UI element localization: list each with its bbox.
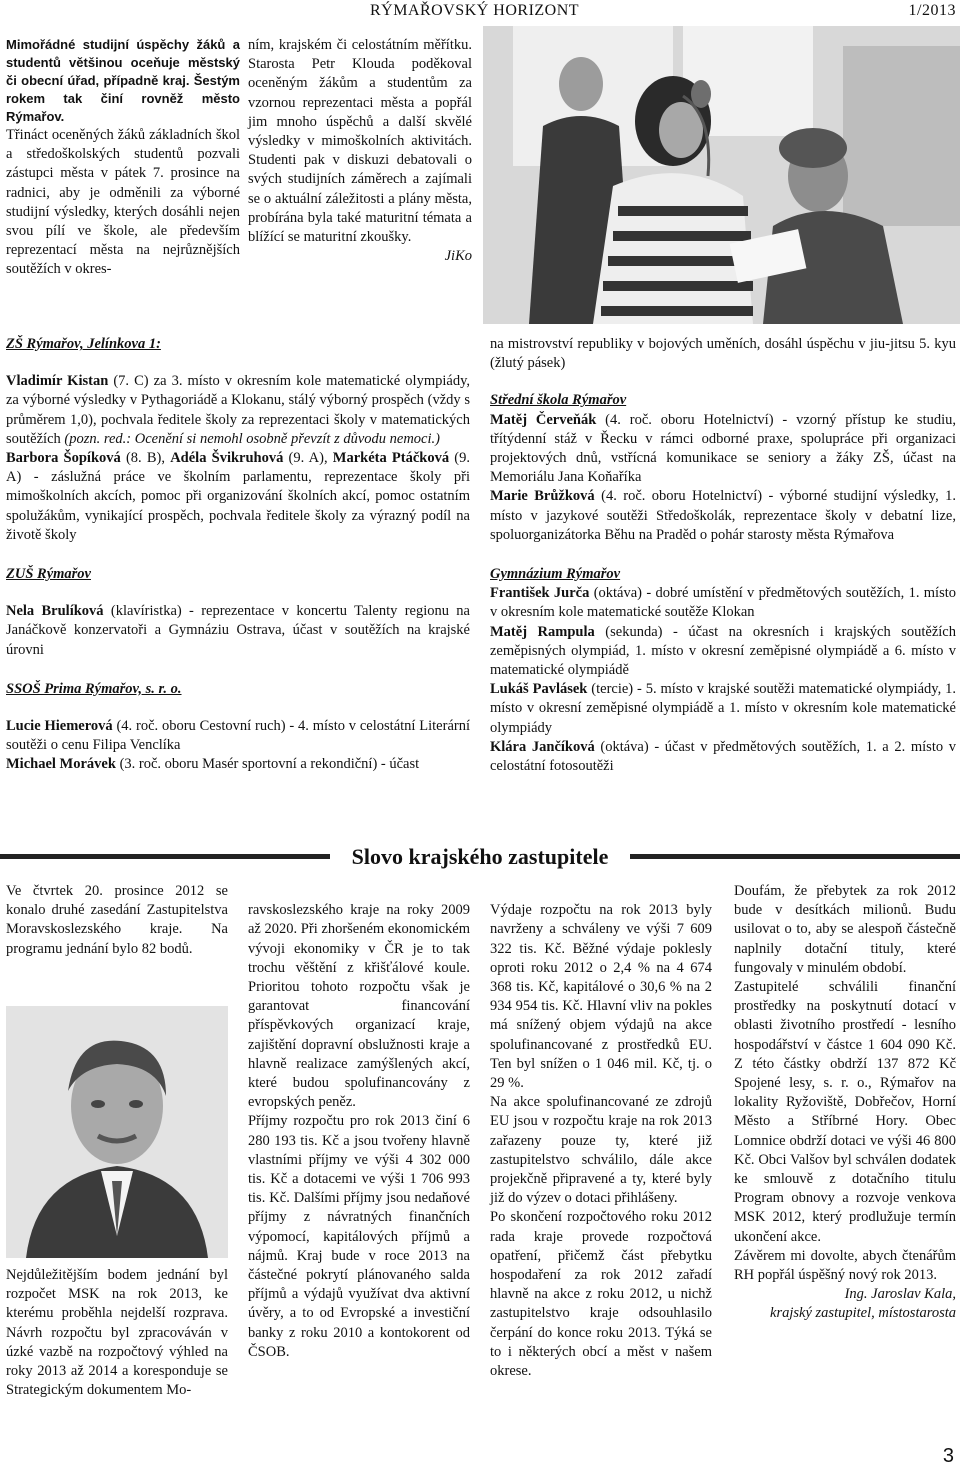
article-2-column-1-top: Ve čtvrtek 20. prosince 2012 se konalo druhé zasedání Zastupitelstva Moravskoslezského kraje. Na programu jednání bylo 82 bodů. [6, 883, 228, 957]
award-entry-brulikova: Nela Brulíková (klavíristka) - reprezentace v koncertu Talenty regionu na Janáčkově konzervatoři a Gymnáziu Ostrava, účast v soutěžích na krajské úrovni [6, 603, 470, 658]
award-entry-jurca: František Jurča (oktáva) - dobré umístění v předmětových soutěžích, 1. místo v okresním kole matematické soutěže Klokan [490, 585, 957, 621]
awards-list-right [490, 335, 956, 776]
student-name: Adéla Švikruhová [170, 450, 284, 467]
award-entry-bruzkova: Marie Brůžková (4. roč. oboru Hotelnictví) - výborné studijní výsledky, 1. místo v jazykové soutěži Středoškolák, reprezentace školy v debatní lize, spoluorganizátorka Běhu na Praděd o pohár starosty města Rýmařova [490, 488, 956, 543]
article-2-title: Slovo krajského zastupitele [330, 840, 630, 874]
student-name: Matěj Rampula [490, 623, 595, 640]
student-name: Lucie Hiemerová [6, 718, 113, 735]
article-2-column-2: ravskoslezského kraje na roky 2009 až 2020. Při zhoršeném ekonomickém vývoji ekonomiky v ČR je to tak trochu věštění z křišťálové koule. Prioritou tohoto rozpočtu však je garantovat financování příspěvkových organizací kraje, zajištění dopravní obslužnosti kraje a hlavně realizace zamýšlených akcí, které budou spolufinancovány z evropských peněz. Příjmy rozpočtu pro rok 2013 činí 6 280 193 tis. Kč a jsou tvořeny hlavně vlastními příjmy ve výši 4 302 000 tis. Kč a dotacemi ve výši 1 706 993 tis. Kč. Dalšími příjmy jsou nedaňové příjmy z návratných finančních výpomocí, kapitálových příjmů a nájmů. Kraj bude v roce 2013 na částečné pokrytí plánovaného salda příjmů a výdajů využívat dva aktivní úvěry, a to od Evropské a investiční banky z roku 2010 a kontokorent od ČSOB. [248, 902, 470, 1360]
article-1-column-1 [6, 36, 240, 280]
student-name: Marie Brůžková [490, 488, 595, 505]
article-2-column-3: Výdaje rozpočtu na rok 2013 byly navrženy a schváleny ve výši 7 609 322 tis. Kč. Běžné výdaje poklesly oproti roku 2012 o 2,4 % na 4 674 368 tis. Kč, kapitálové o 30,6 % na 2 934 954 tis. Kč. Hlavní vliv na pokles má snížený objem výdajů na akce spolufinancované z prostředků EU. Ten byl snížen o 1 046 mil. Kč, tj. o 29 %. Na akce spolufinancované ze zdrojů EU jsou v rozpočtu kraje na rok 2013 zařazeny pouze ty, které již zastupitelstvo schválilo, dále akce projekčně připravené a ty, které byly již do výzev o dotaci přihlášeny. Po skončení rozpočtového roku 2012 rada kraje provede rozpočtová opatření, přičemž část přebytku hospodaření za rok 2012 zařadí hlavně na akce z roku 2012, u nichž zastupitelstvo kraje odsouhlasilo čerpání do konce roku 2013. Týká se to i některých obcí a měst v našem okrese. [490, 902, 712, 1380]
award-entry-kistan: Vladimír Kistan (7. C) za 3. místo v okresním kole matematické olympiády, za výborné výsledky v Pythagoriádě a Klokanu, stálý výborný prospěch (vždy s průměrem 1,0), pochvala ředitele školy za reprezentaci školy v matematických soutěžích (pozn. red.: Ocenění si nemohl osobně převzít z důvodu nemoci.) [6, 373, 470, 447]
publication-title: RÝMAŘOVSKÝ HORIZONT [370, 2, 580, 19]
student-name: Klára Jančíková [490, 738, 595, 755]
author-portrait-photo [6, 1006, 228, 1258]
article-2-column-1-bottom: Nejdůležitějším bodem jednání byl rozpočet MSK na rok 2013, ke kterému proběhla nejdelší rozprava. Návrh rozpočtu byl zpracováván v úzké vazbě na rozpočtový výhled na roky 2013 až 2014 a koresponduje se Strategickým dokumentem Mo- [6, 1267, 228, 1399]
author-role: krajský zastupitel, místostarosta [770, 1305, 956, 1322]
award-ceremony-photo [483, 26, 960, 324]
award-entry-cervenak: Matěj Červeňák (4. roč. oboru Hotelnictví) - vzorný přístup ke studiu, třítýdenní stáž v Řecku v rámci odborné praxe, spolupráce při organizaci projektových dnů, vstřícná komunikace se seniory a žáky ZŠ, účast na Memoriálu Jana Koňaříka [490, 411, 956, 486]
article-1-text-end: ním, krajském či celostátním měřítku. Starosta Petr Klouda poděkoval oceněným žákům a studentům za vzornou reprezentaci města a popřál jim mnoho úspěchů a další skvělé výsledky v mimoškolních aktivitách. Studenti pak v diskuzi debatovali o svých studijních záměrech a zajímali se o aktuální záležitosti a plány města, probírána byla také maturitní témata a blížící se maturitní zkoušky. [248, 37, 472, 246]
student-name: Vladimír Kistan [6, 373, 109, 390]
award-entry-jancikova: Klára Jančíková (oktáva) - účast v předmětových soutěžích, 1. a 2. místo v celostátní fotosoutěži [490, 738, 956, 775]
award-entry-rampula: Matěj Rampula (sekunda) - účast na okresních i krajských soutěžích zeměpisných olympiád, 1. místo v okresní zeměpisné olympiádě a 6. místo v matematické olympiádě [490, 623, 956, 679]
article-1-signature: JiKo [444, 248, 472, 265]
section-heading-gymnazium: Gymnázium Rýmařov [490, 566, 621, 583]
section-heading-ss: Střední škola Rýmařov [490, 392, 627, 409]
student-name: Matěj Červeňák [490, 411, 597, 428]
article-1-lead: Mimořádné studijní úspěchy žáků a studentů většinou oceňuje městský či obecní úřad, případně kraj. Šestým rokem tak činí rovněž město Rýmařov. [6, 37, 240, 124]
section-heading-ssos: SSOŠ Prima Rýmařov, s. r. o. [6, 680, 182, 697]
article-1-text-start: Třináct oceněných žáků základních škol a středoškolských studentů pozvali zástupci města v pátek 7. prosince na radnici, aby je odměnili za výborné studijní výsledky, kterých dosáhli nejen svou pílí ve škole, ale především reprezentací města na nejrůznějších soutěžích v okres- [6, 127, 240, 278]
student-name: Michael Morávek [6, 756, 116, 773]
award-entry-group: Barbora Šopíková (8. B), Adéla Švikruhová (9. A), Markéta Ptáčková (9. A) - záslužná práce ve školním parlamentu, reprezentace školy při mimoškolních akcích, pomoc při organizování školních akcí, pomoc ostatním spolužákům, vynikající prospěch, pochvala ředitele školy za výrazný podíl na životě školy [6, 450, 470, 543]
author-portrait-illustration [6, 1006, 228, 1258]
page-number: 3 [942, 1445, 954, 1467]
section-heading-zs: ZŠ Rýmařov, Jelínkova 1: [6, 336, 161, 352]
student-name: Lukáš Pavlásek [490, 681, 588, 698]
award-entry-moravek: Michael Morávek (3. roč. oboru Masér sportovní a rekondiční) - účast [6, 756, 420, 773]
award-ceremony-illustration [483, 26, 960, 324]
award-entry-pavlasek: Lukáš Pavlásek (tercie) - 5. místo v krajské soutěži matematické olympiády, 1. místo v okresní zeměpisné olympiádě a 1. místo v okresním kole matematické olympiády [490, 681, 956, 736]
award-entry-hiemerova: Lucie Hiemerová (4. roč. oboru Cestovní ruch) - 4. místo v celostátní Literární soutěži o cenu Filipa Venclíka [6, 718, 470, 754]
student-name: Markéta Ptáčková [332, 450, 450, 467]
section-heading-zus: ZUŠ Rýmařov [6, 566, 91, 583]
issue-number: 1/2013 [908, 2, 956, 19]
article-1-column-2 [248, 36, 472, 266]
student-name: Barbora Šopíková [6, 450, 121, 467]
student-name: František Jurča [490, 585, 590, 602]
award-entry-moravek-continued: na mistrovství republiky v bojových uměních, dosáhl úspěchu v jiu-jitsu 5. kyu (žlutý pásek) [490, 336, 956, 372]
student-name: Nela Brulíková [6, 603, 104, 620]
author-name: Ing. Jaroslav Kala, [844, 1286, 956, 1303]
article-2-column-4: Doufám, že přebytek za rok 2012 bude v desítkách milionů. Budu usilovat o to, aby se alespoň částečně naplnily dotační tituly, které fungovaly v minulém období. Zastupitelé schválili finanční prostředky na poskytnutí dotací v oblasti životního prostředí - lesního hospodářství v částce 1 604 090 Kč. Z této částky obdrží 137 872 Kč Spojené lesy, s. r. o., Rýmařov na lokality Ryžoviště, Dobřečov, Horní Město a Stříbrné Hory. Obec Lomnice obdrží dotaci ve výši 46 800 Kč. Obci Valšov byl schválen dodatek ke smlouvě z dotačního titulu Program obnovy a rozvoje venkova MSK 2012, který prodlužuje termín ukončení akce. Závěrem mi dovolte, abych čtenářům RH popřál úspěšný nový rok 2013. Ing. Jaroslav Kala, krajský zastupitel, místostarosta [734, 882, 956, 1324]
awards-list-left [6, 335, 470, 775]
page-header [370, 2, 956, 24]
